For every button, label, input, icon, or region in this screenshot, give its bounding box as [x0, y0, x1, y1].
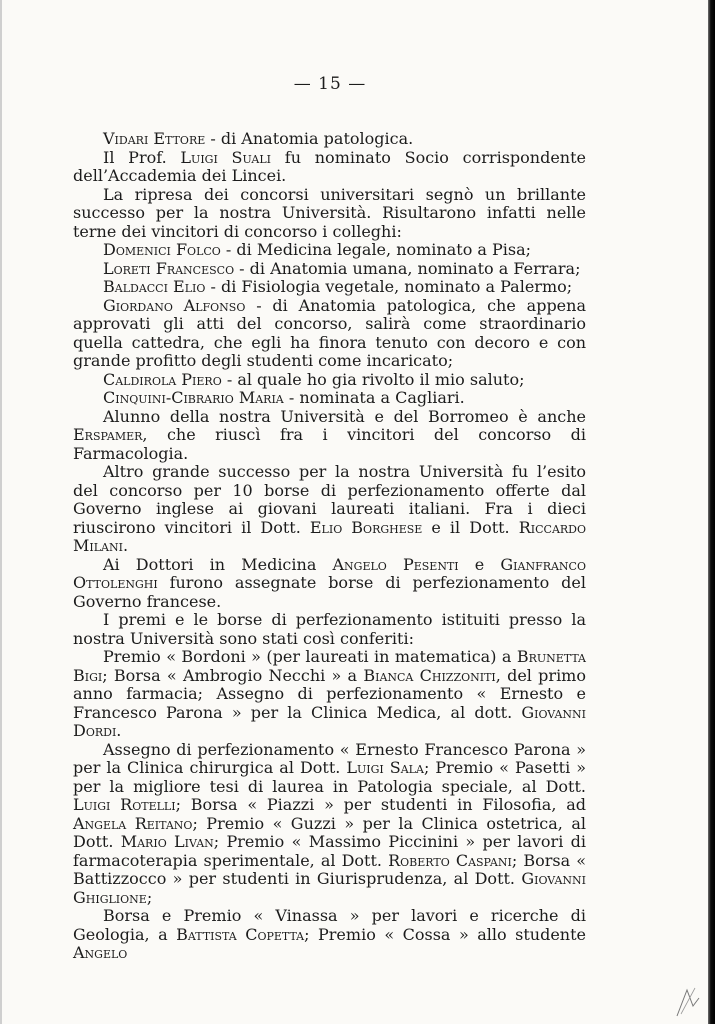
- paragraph: [73, 241, 586, 260]
- paragraph: [73, 130, 586, 149]
- person-name: Vidari Ettore: [103, 129, 206, 148]
- paragraph: [73, 389, 586, 408]
- person-name: Bianca Chizzoniti: [363, 665, 496, 685]
- person-name: Domenici Folco: [103, 240, 221, 259]
- person-name: Giovanni Ghiglione: [73, 869, 586, 907]
- paragraph: [73, 556, 586, 612]
- text-run: ; Premio « Massimo Piccinini » per lavori di farmacoterapia sperimentale, al Dott.: [73, 832, 586, 870]
- text-run: Ai Dottori in Medicina: [103, 554, 333, 574]
- text-run: ; Premio « Guzzi » per la Clinica ostetrica, al Dott.: [73, 813, 587, 851]
- pencil-mark-icon: [673, 984, 703, 1018]
- text-run: ; Borsa « Ambrogio Necchi » a: [102, 665, 364, 685]
- person-name: Brunetta Bigi: [73, 647, 586, 685]
- person-name: Luigi Sala: [346, 758, 424, 777]
- text-run: Il Prof.: [103, 147, 181, 167]
- paragraph: [73, 408, 586, 464]
- person-name: Luigi Rotelli: [73, 795, 176, 814]
- text-run: - al quale ho gia rivolto il mio saluto;: [221, 369, 525, 389]
- text-run: .: [122, 536, 129, 555]
- person-name: Elio Borghese: [309, 517, 423, 537]
- person-name: Giordano Alfonso: [103, 295, 246, 315]
- paragraph: [73, 260, 586, 279]
- text-run: furono assegnate borse di perfezionamento del Governo francese.: [73, 573, 586, 611]
- paragraph: [73, 463, 586, 556]
- text-run: ; Premio « Cossa » allo studente: [304, 924, 587, 944]
- text-run: e il Dott.: [422, 517, 519, 537]
- text-run: fu nominato Socio corrispondente dell’Accademia dei Lincei.: [73, 147, 586, 185]
- text-run: - nominata a Cagliari.: [283, 388, 465, 407]
- text-run: Assegno di perfezionamento « Ernesto Francesco Parona » per la Clinica chirurgica al Dott.: [73, 739, 586, 777]
- scan-right-edge: [708, 0, 715, 1024]
- text-run: Alunno della nostra Università e del Borromeo è anche: [103, 406, 586, 426]
- text-run: ;: [146, 887, 153, 907]
- person-name: Angela Reitano: [73, 813, 193, 833]
- text-run: ; Premio « Pasetti » per la migliore tesi di laurea in Patologia speciale, al Dott.: [73, 758, 586, 796]
- paragraph: [73, 297, 586, 371]
- person-name: Riccardo Milani: [73, 517, 587, 555]
- person-name: Loreti Francesco: [103, 258, 235, 278]
- person-name: Baldacci Elio: [103, 277, 206, 296]
- scan-left-edge: [0, 0, 2, 1024]
- text-run: ; Borsa « Battizzocco » per studenti in Giurisprudenza, al Dott.: [73, 850, 587, 888]
- person-name: Cinquini-Cibrario Maria: [103, 388, 284, 407]
- person-name: Mario Livan: [120, 832, 214, 851]
- paragraph: [73, 741, 586, 908]
- person-name: Roberto Caspani: [388, 850, 512, 870]
- paragraph: [73, 278, 586, 297]
- paragraph: [73, 149, 586, 186]
- person-name: Erspamer: [73, 425, 143, 444]
- text-run: , del primo anno farmacia; Assegno di perfezionamento « Ernesto e Francesco Parona » per la Clinica Medica, al dott.: [73, 665, 586, 722]
- text-run: Altro grande successo per la nostra Università fu l’esito del concorso per 10 borse di perfezionamento offerte dal Governo inglese ai giovani laureati italiani. Fra i dieci riuscirono vincitori il Dott.: [73, 462, 586, 537]
- person-name: Battista Copetta: [176, 924, 305, 944]
- body-text: [73, 130, 586, 963]
- paragraph: [73, 648, 586, 741]
- paragraph: [73, 907, 586, 963]
- person-name: Giovanni Dordi: [73, 702, 586, 740]
- text-run: - di Medicina legale, nominato a Pisa;: [220, 240, 532, 259]
- paragraph: [73, 611, 586, 648]
- text-run: ; Borsa « Piazzi » per studenti in Filosofia, ad: [175, 795, 586, 814]
- text-run: Premio « Bordoni » (per laureati in matematica) a: [103, 647, 517, 666]
- text-run: - di Fisiologia vegetale, nominato a Palermo;: [205, 277, 573, 296]
- text-run: , che riuscì fra i vincitori del concorso di Farmacologia.: [73, 425, 586, 463]
- paragraph: [73, 186, 586, 242]
- text-run: La ripresa dei concorsi universitari segnò un brillante successo per la nostra Università. Risultarono infatti nelle terne dei vincitori di concorso i colleghi:: [73, 184, 586, 241]
- person-name: Angelo Pesenti: [332, 554, 459, 574]
- person-name: Caldirola Piero: [103, 369, 222, 389]
- text-run: - di Anatomia umana, nominato a Ferrara;: [234, 258, 581, 278]
- paragraph: [73, 371, 586, 390]
- person-name: Angelo: [73, 943, 128, 962]
- text-run: .: [116, 721, 122, 740]
- text-run: I premi e le borse di perfezionamento istituiti presso la nostra Università sono stati così conferiti:: [73, 610, 586, 648]
- page-number: — 15 —: [293, 74, 367, 94]
- text-run: - di Anatomia patologica, che appena approvati gli atti del concorso, salirà come straordinario quella cattedra, che egli ha finora tenuto con decoro e con grande profitto degli studenti come incaricato;: [73, 295, 586, 370]
- text-run: Borsa e Premio « Vinassa » per lavori e ricerche di Geologia, a: [73, 906, 586, 944]
- person-name: Luigi Suali: [180, 147, 272, 167]
- text-run: - di Anatomia patologica.: [205, 129, 414, 148]
- text-run: e: [458, 554, 501, 574]
- person-name: Gianfranco Ottolenghi: [73, 554, 586, 592]
